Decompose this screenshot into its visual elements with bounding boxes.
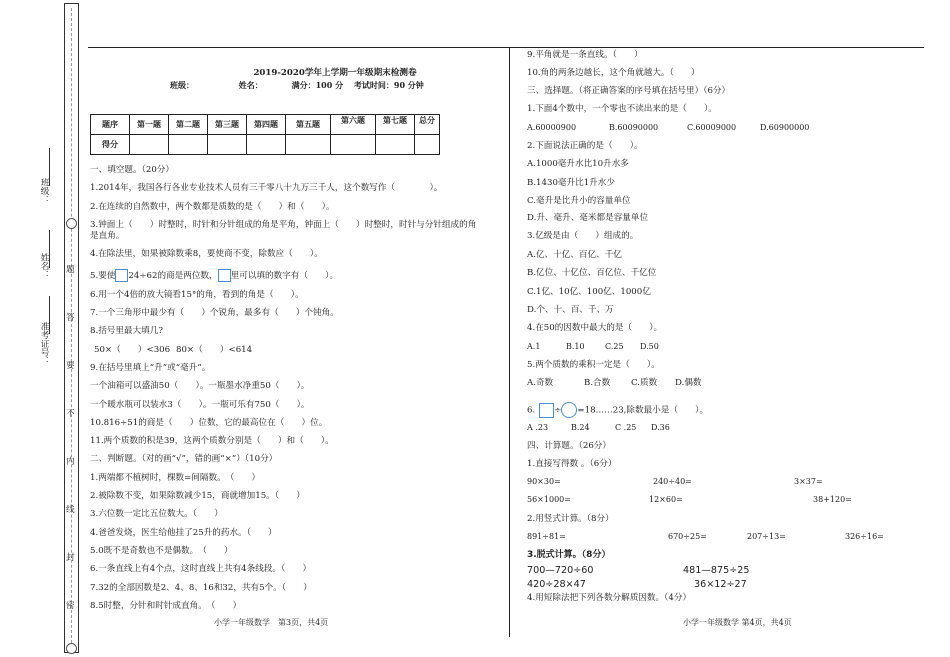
calc-item: 420÷28×47 bbox=[527, 579, 586, 590]
option: D.60900000 bbox=[760, 123, 810, 132]
calc-item: 36×12÷27 bbox=[694, 579, 747, 590]
option: B.60090000 bbox=[609, 123, 659, 132]
blank-square-icon bbox=[539, 403, 554, 418]
question: 3.脱式计算。（8分） bbox=[527, 550, 611, 560]
option: A.亿、十亿、百亿、千亿 bbox=[527, 250, 622, 260]
blank-circle-icon bbox=[561, 402, 577, 418]
class-label: 班级： bbox=[39, 178, 49, 204]
score-cell[interactable] bbox=[208, 135, 247, 155]
seal-char: 线 bbox=[66, 505, 75, 515]
option: A.1000毫升水比10升水多 bbox=[527, 159, 629, 169]
question: 11.两个质数的积是39，这两个质数分别是（ ）和（ ）。 bbox=[90, 436, 334, 446]
question: 10.816÷51的商是（ ）位数，它的最高位在（ ）位。 bbox=[90, 418, 328, 428]
blank-square-icon bbox=[218, 269, 231, 282]
question-part: 6. bbox=[527, 405, 536, 416]
calc-item: 240÷40= bbox=[653, 477, 692, 486]
question: 1.直接写得数 。（6分） bbox=[527, 459, 617, 469]
table-cell: 第四题 bbox=[247, 115, 286, 135]
option: A.1 bbox=[527, 342, 541, 351]
score-cell[interactable] bbox=[286, 135, 331, 155]
question: 3.亿级是由（ ）组成的。 bbox=[527, 231, 639, 241]
option: D.偶数 bbox=[675, 378, 702, 388]
section-heading: 三、选择题。（将正确答案的序号填在括号里）（6分） bbox=[527, 86, 731, 96]
question-part: 5.要使 bbox=[90, 271, 116, 281]
question: 9.在括号里填上“升”或“毫升”。 bbox=[90, 363, 211, 373]
seal-char: 要 bbox=[66, 361, 75, 371]
question: 4.用短除法把下列各数分解质因数。（4分） bbox=[527, 593, 692, 603]
table-row bbox=[91, 135, 440, 155]
question: 5.0既不是奇数也不是偶数。 （ ） bbox=[90, 546, 233, 556]
option: C.质数 bbox=[631, 378, 658, 388]
question: 7.32的全部因数是2、4、8、16和32，共有5个。（ ） bbox=[90, 583, 312, 593]
score-cell[interactable] bbox=[247, 135, 286, 155]
question bbox=[527, 402, 708, 418]
calc-item: 670÷25= bbox=[668, 532, 707, 541]
option: C .25 bbox=[615, 423, 637, 432]
calc-item: 56×1000= bbox=[527, 495, 571, 504]
option: B.1430毫升比1升水少 bbox=[527, 178, 615, 188]
question-part: ÷ bbox=[554, 405, 562, 416]
option: A .23 bbox=[527, 423, 549, 432]
question: 2.在连续的自然数中，两个数都是质数的是（ ）和（ ）。 bbox=[90, 202, 335, 212]
seal-char: 密 bbox=[66, 601, 75, 611]
score-cell[interactable] bbox=[376, 135, 415, 155]
table-cell: 第三题 bbox=[208, 115, 247, 135]
table-cell: 第七题 bbox=[376, 115, 415, 135]
question-item: 80×（ ）<614 bbox=[176, 345, 253, 355]
calc-item: 12×60= bbox=[649, 495, 683, 504]
score-cell[interactable] bbox=[130, 135, 169, 155]
calc-item: 700—720÷60 bbox=[527, 565, 594, 576]
table-row bbox=[91, 115, 440, 135]
option: B.10 bbox=[566, 342, 585, 351]
question: 4.爸爸发烧，医生给他挂了25升的药水。（ ） bbox=[90, 528, 277, 538]
option: C.1亿、10亿、100亿、1000亿 bbox=[527, 287, 651, 297]
exam-no-label: 准考证号： bbox=[39, 322, 49, 365]
exam-no-underline bbox=[49, 296, 50, 334]
question: 5.两个质数的乘积一定是（ ）。 bbox=[527, 360, 660, 370]
option: D.50 bbox=[640, 342, 659, 351]
option: A.60000900 bbox=[527, 123, 577, 132]
calc-item: 207÷13= bbox=[747, 532, 786, 541]
score-cell[interactable] bbox=[169, 135, 208, 155]
question: 2.用竖式计算。（8分） bbox=[527, 514, 614, 524]
question: 1.下面4个数中，一个零也不读出来的是（ ）。 bbox=[527, 104, 717, 114]
question: 3.六位数一定比五位数大。（ ） bbox=[90, 509, 223, 519]
question: 1.2014年，我国各行各业专业技术人员有三千零八十九万三千人，这个数写作（ ）。 bbox=[90, 183, 443, 193]
score-cell[interactable] bbox=[331, 135, 376, 155]
option: C.60009000 bbox=[687, 123, 737, 132]
question: 4.在50的因数中最大的是（ ）。 bbox=[527, 323, 663, 333]
question: 7.一个三角形中最少有（ ）个锐角，最多有（ ）个钝角。 bbox=[90, 308, 339, 318]
option: D.36 bbox=[651, 423, 670, 432]
question: 1.两端都不植树时，棵数=间隔数。 （ ） bbox=[90, 473, 261, 483]
seal-char: 内 bbox=[66, 457, 75, 467]
seal-char: 封 bbox=[66, 553, 75, 563]
class-field: 班级： bbox=[170, 80, 194, 90]
option: B.24 bbox=[571, 423, 590, 432]
option: C.毫升是比升小的容量单位 bbox=[527, 196, 631, 206]
question: 2.被除数不变，如果除数减少15，商就增加15。（ ） bbox=[90, 491, 305, 501]
name-field: 姓名： bbox=[238, 80, 263, 90]
question: 8.括号里最大填几? bbox=[90, 326, 163, 336]
option: B.亿位、十亿位、百亿位、千亿位 bbox=[527, 268, 657, 278]
question: 2.下面说法正确的是（ ）。 bbox=[527, 141, 643, 151]
question-part: 24÷62的商是两位数， bbox=[128, 271, 218, 281]
page-footer: 小学一年级数学 第3页，共4页 bbox=[214, 618, 329, 627]
section-heading: 二、判断题。（对的画“√”，错的画“×”）（10分） bbox=[90, 454, 278, 464]
option: C.25 bbox=[605, 342, 624, 351]
question: 6.用一个4倍的放大镜看15°的角，看到的角是（ ）。 bbox=[90, 290, 304, 300]
name-label: 姓名： bbox=[39, 253, 49, 279]
table-cell: 第六题 bbox=[331, 115, 376, 135]
option: A.奇数 bbox=[527, 378, 554, 388]
table-cell: 第五题 bbox=[286, 115, 331, 135]
calc-item: 3×37= bbox=[794, 477, 823, 486]
table-cell: 总分 bbox=[415, 115, 440, 135]
section-heading: 四、计算题。（26分） bbox=[527, 441, 611, 451]
calc-item: 90×30= bbox=[527, 477, 561, 486]
page-footer: 小学一年级数学 第4页，共4页 bbox=[683, 618, 792, 627]
class-underline bbox=[49, 148, 50, 186]
question: 10.角的两条边越长，这个角就越大。（ ） bbox=[527, 68, 700, 78]
section-heading: 一、填空题。（20分） bbox=[90, 165, 174, 175]
option: D.升、毫升、毫米都是容量单位 bbox=[527, 213, 649, 223]
calc-item: 481—875÷25 bbox=[683, 565, 750, 576]
seal-char: 不 bbox=[66, 409, 75, 419]
calc-item: 326÷16= bbox=[845, 532, 884, 541]
question: 9.平角就是一条直线。（ ） bbox=[527, 50, 643, 60]
seal-char: 题 bbox=[66, 265, 75, 275]
question-item: 50×（ ）<306 bbox=[94, 345, 171, 355]
question-part: =18……23,除数最小是（ ）。 bbox=[577, 405, 709, 416]
table-cell: 得分 bbox=[91, 135, 130, 155]
exam-title: 2019-2020学年上学期一年级期末检测卷 bbox=[253, 68, 417, 78]
top-rule bbox=[88, 47, 924, 48]
blank-square-icon bbox=[115, 269, 128, 282]
question: 8.5时整，分针和时针成直角。 （ ） bbox=[90, 601, 242, 611]
score-table bbox=[90, 114, 440, 155]
question-part: 里可以填的数字有（ ）。 bbox=[230, 271, 339, 281]
binding-hole bbox=[66, 218, 77, 229]
question-item: 一个油箱可以盛油50（ ）。一瓶墨水净重50（ ）。 bbox=[90, 381, 310, 391]
page-divider bbox=[509, 47, 510, 637]
question-item: 一个暖水瓶可以装水3（ ）。一瓶可乐有750（ ）。 bbox=[90, 400, 310, 410]
score-cell[interactable] bbox=[415, 135, 440, 155]
question: 是直角。 bbox=[90, 231, 125, 241]
question: 4.在除法里，如果被除数乘8，要使商不变，除数应（ ）。 bbox=[90, 249, 323, 259]
question bbox=[90, 269, 338, 282]
exam-time: 考试时间：90 分钟 bbox=[353, 80, 424, 90]
binding-hole bbox=[66, 643, 77, 654]
option: D.个、十、百、千、万 bbox=[527, 305, 614, 315]
full-score: 满分：100 分 bbox=[291, 80, 344, 90]
name-underline bbox=[49, 230, 50, 268]
table-cell: 题序 bbox=[91, 115, 130, 135]
calc-item: 891÷81= bbox=[527, 532, 566, 541]
table-cell: 第二题 bbox=[169, 115, 208, 135]
table-cell: 第一题 bbox=[130, 115, 169, 135]
question: 6.一条直线上有4个点，这时直线上共有4条线段。（ ） bbox=[90, 564, 312, 574]
seal-char: 答 bbox=[66, 313, 75, 323]
exam-info bbox=[170, 80, 424, 91]
calc-item: 38+120= bbox=[813, 495, 852, 504]
question: 3.钟面上（ ）时整时，时针和分针组成的角是平角，钟面上（ ）时整时，时针与分针组成的角 bbox=[90, 220, 477, 230]
option: B.合数 bbox=[584, 378, 611, 388]
